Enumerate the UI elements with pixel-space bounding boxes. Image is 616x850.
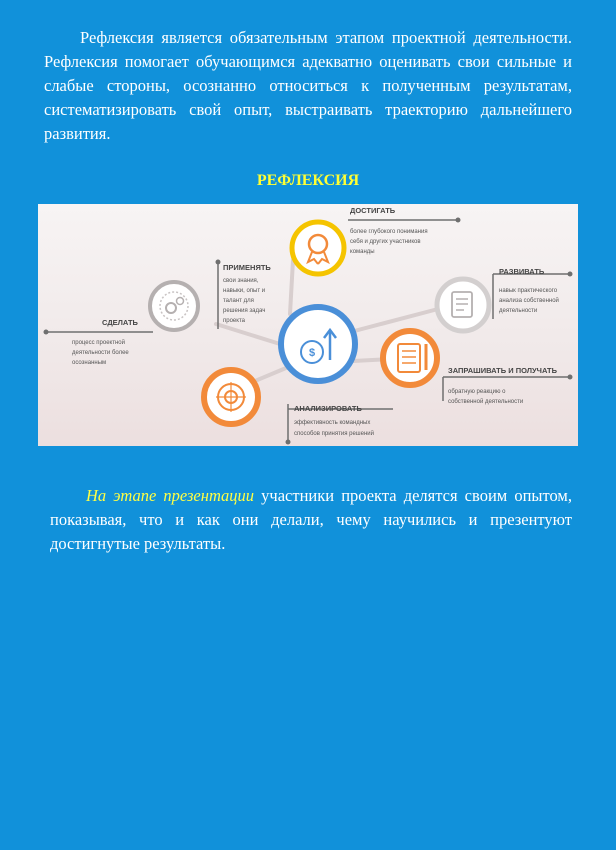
target-icon [204, 370, 258, 424]
step-develop-desc-3: деятельности [499, 308, 538, 314]
presentation-text: участники проекта делятся своим опытом, показывая, что и как они делали, чему научились и презентуют достигнутые результаты. [50, 486, 572, 553]
step-apply-desc-5: проекта [223, 318, 245, 324]
step-achieve-desc-2: себя и других участников [350, 239, 421, 245]
step-do-label: СДЕЛАТЬ [102, 318, 138, 327]
step-develop-desc-1: навык практического [499, 288, 558, 294]
step-request-label: ЗАПРАШИВАТЬ И ПОЛУЧАТЬ [448, 366, 557, 375]
step-apply-desc-1: свои знания, [223, 278, 259, 284]
medal-icon [292, 222, 344, 274]
step-develop-label: РАЗВИВАТЬ [499, 267, 545, 276]
presentation-highlight: На этапе презентации [86, 486, 255, 505]
step-apply-desc-2: навыки, опыт и [223, 288, 266, 294]
step-apply-desc-4: решения задач [223, 308, 266, 314]
intro-paragraph: Рефлексия является обязательным этапом проектной деятельности. Рефлексия помогает обучающимся адекватно оценивать свои сильные и слабые стороны, осознанно относиться к полученным результатам, систематизировать свой опыт, выстраивать траекторию дальнейшего развития. [44, 28, 572, 143]
step-achieve-desc-1: более глубокого понимания [350, 229, 428, 235]
step-request-desc-2: собственной деятельности [448, 399, 524, 405]
gears-icon [150, 282, 198, 330]
step-achieve-label: ДОСТИГАТЬ [350, 206, 396, 215]
center-money-icon [281, 307, 355, 381]
step-develop-desc-2: анализа собственной [499, 298, 559, 304]
report-icon [437, 279, 489, 331]
step-request-desc-1: обратную реакцию о [448, 389, 506, 395]
step-analyze-desc-2: способов принятия решений [294, 431, 374, 437]
step-do-desc-2: деятельности более [72, 350, 129, 356]
step-analyze-label: АНАЛИЗИРОВАТЬ [294, 404, 362, 413]
step-apply-desc-3: талант для [223, 298, 254, 304]
svg-text:$: $ [308, 347, 316, 359]
section-heading: РЕФЛЕКСИЯ [256, 172, 360, 189]
step-do-desc-1: процесс проектной [72, 340, 125, 346]
document-icon [383, 331, 437, 385]
step-achieve-desc-3: команды [350, 249, 375, 255]
step-do-desc-3: осознанным [72, 360, 107, 366]
step-apply-label: ПРИМЕНЯТЬ [223, 263, 271, 272]
presentation-paragraph [50, 484, 572, 556]
step-analyze-desc-1: эффективность командных [294, 420, 371, 426]
reflection-diagram [38, 204, 578, 446]
